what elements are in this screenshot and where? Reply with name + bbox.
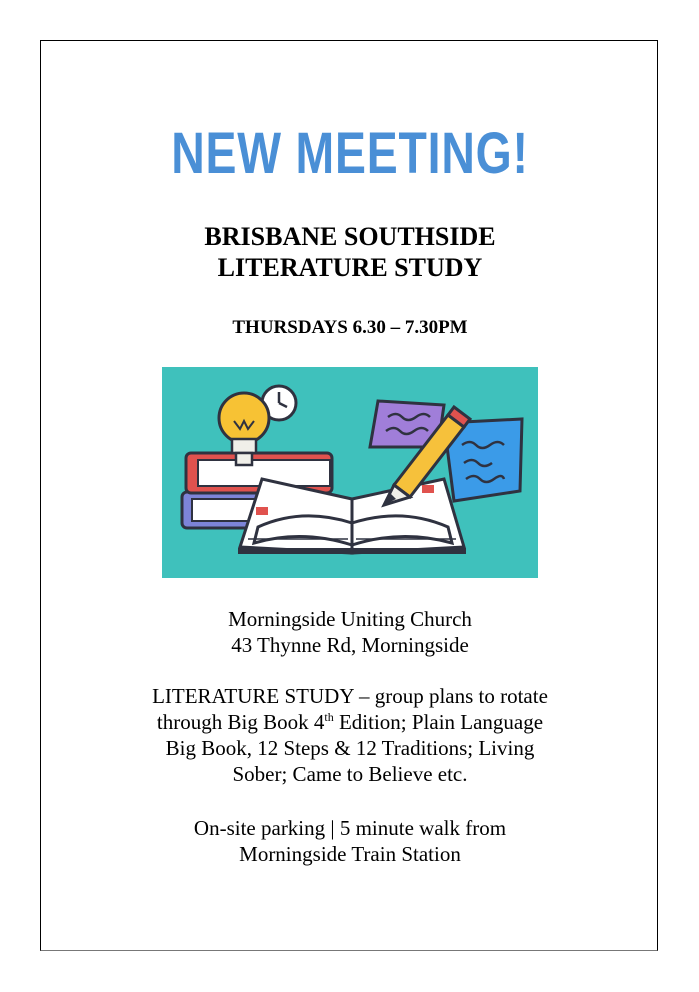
parking-info	[41, 815, 659, 867]
group-name-line-2: LITERATURE STUDY	[217, 253, 483, 282]
study-line-2-start: through Big Book 4	[156, 710, 325, 734]
venue-address	[41, 606, 659, 658]
flyer-page	[40, 40, 658, 951]
study-line-4: Sober; Came to Believe etc.	[232, 762, 468, 786]
venue-name: Morningside Uniting Church	[228, 607, 472, 631]
venue-street: 43 Thynne Rd, Morningside	[231, 633, 469, 657]
parking-line-1: On-site parking | 5 minute walk from	[193, 816, 507, 840]
ordinal-suffix: th	[324, 710, 334, 724]
meeting-schedule: THURSDAYS 6.30 – 7.30PM	[232, 317, 468, 338]
group-name	[41, 221, 659, 283]
study-line-2-end: Edition; Plain Language	[333, 710, 544, 734]
study-description	[111, 683, 589, 787]
parking-line-2: Morningside Train Station	[239, 842, 461, 866]
study-line-3: Big Book, 12 Steps & 12 Traditions; Living	[165, 736, 535, 760]
headline: NEW MEETING!	[171, 121, 529, 186]
study-line-1: LITERATURE STUDY – group plans to rotate	[152, 684, 548, 708]
study-line-2	[111, 709, 589, 735]
study-illustration	[162, 367, 538, 578]
group-name-line-1: BRISBANE SOUTHSIDE	[204, 222, 496, 251]
